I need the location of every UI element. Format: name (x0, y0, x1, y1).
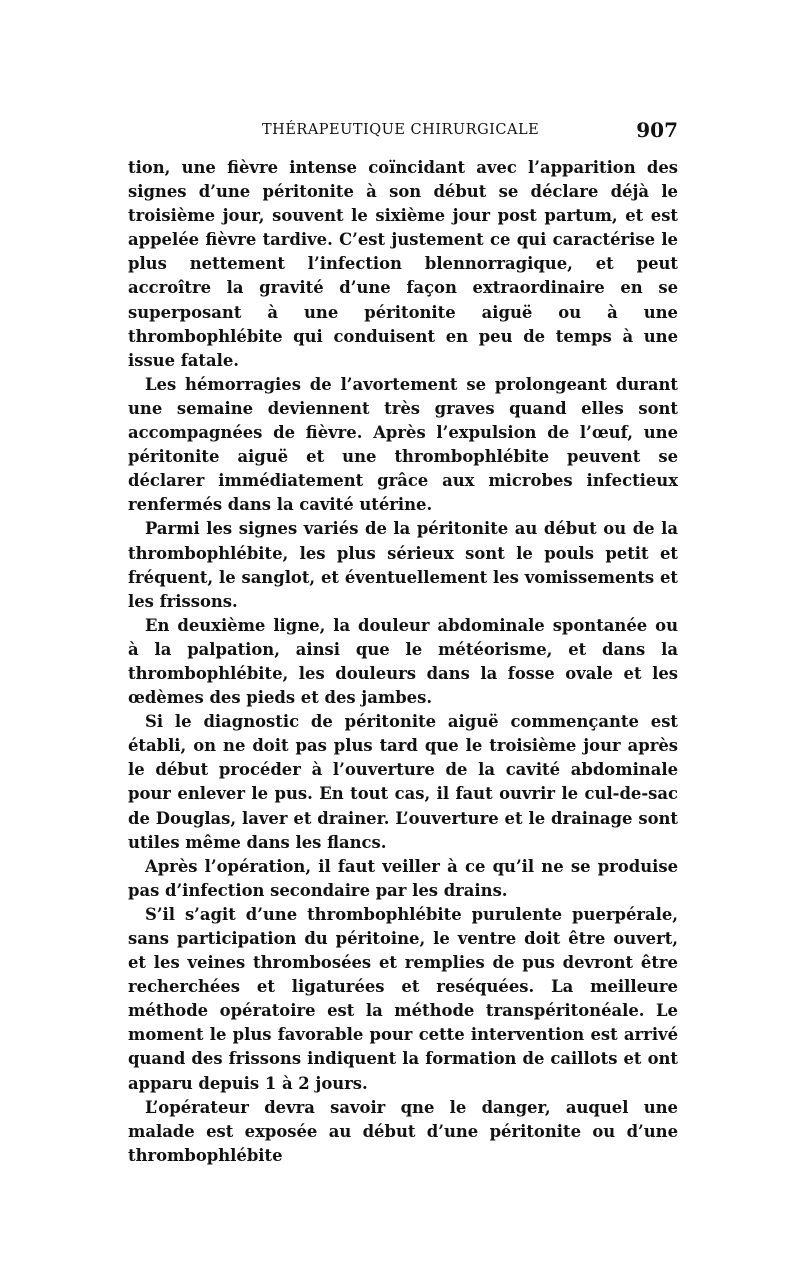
page-number: 907 (636, 118, 678, 142)
body-text (128, 156, 678, 1168)
running-title: THÉRAPEUTIQUE CHIRURGICALE (262, 122, 540, 138)
paragraph: Après l’opération, il faut veiller à ce qu’il ne se produise pas d’infection secondaire par les drains. (128, 856, 678, 900)
running-head (128, 118, 678, 144)
paragraph: En deuxième ligne, la douleur abdominale spontanée ou à la palpation, ainsi que le météorisme, et dans la thrombophlébite, les douleurs dans la fosse ovale et les œdèmes des pieds et des jambes. (128, 615, 678, 708)
paragraph: Parmi les signes variés de la péritonite au début ou de la thrombophlébite, les plus sérieux sont le pouls petit et fréquent, le sanglot, et éventuellement les vomissements et les frissons. (128, 519, 678, 611)
paragraph-truncated: L’opérateur devra savoir qne le danger, auquel une malade est exposée au début d’une péritonite ou d’une thrombophlébite (128, 1097, 678, 1165)
paragraph-continued: tion, une fièvre intense coïncidant avec l’apparition des signes d’une péritonite à son début se déclare déjà le troisième jour, souvent le sixième jour post partum, et est appelée fièvre tardive. C’est justement ce qui caractérise le plus nettement l’infection blennorragique, et peut accroître la gravité d’une façon extraordinaire en se superposant à une péritonite aiguë ou à une thrombophlébite qui conduisent en peu de temps à une issue fatale. (128, 158, 678, 370)
paragraph: Les hémorragies de l’avortement se prolongeant durant une semaine deviennent très graves quand elles sont accompagnées de fièvre. Après l’expulsion de l’œuf, une péritonite aiguë et une thrombophlébite peuvent se déclarer immédiatement grâce aux microbes infectieux renfermés dans la cavité utérine. (128, 374, 678, 515)
paragraph: S’il s’agit d’une thrombophlébite purulente puerpérale, sans participation du péritoine, le ventre doit être ouvert, et les veines thrombosées et remplies de pus devront être recherchées et ligaturées et reséquées. La meilleure méthode opératoire est la méthode transpéritonéale. Le moment le plus favorable pour cette intervention est arrivé quand des frissons indiquent la formation de caillots et ont apparu depuis 1 à 2 jours. (128, 904, 678, 1093)
paragraph: Si le diagnostic de péritonite aiguë commençante est établi, on ne doit pas plus tard que le troisième jour après le début procéder à l’ouverture de la cavité abdominale pour enlever le pus. En tout cas, il faut ouvrir le cul-de-sac de Douglas, laver et drainer. L’ouverture et le drainage sont utiles même dans les flancs. (128, 712, 678, 852)
